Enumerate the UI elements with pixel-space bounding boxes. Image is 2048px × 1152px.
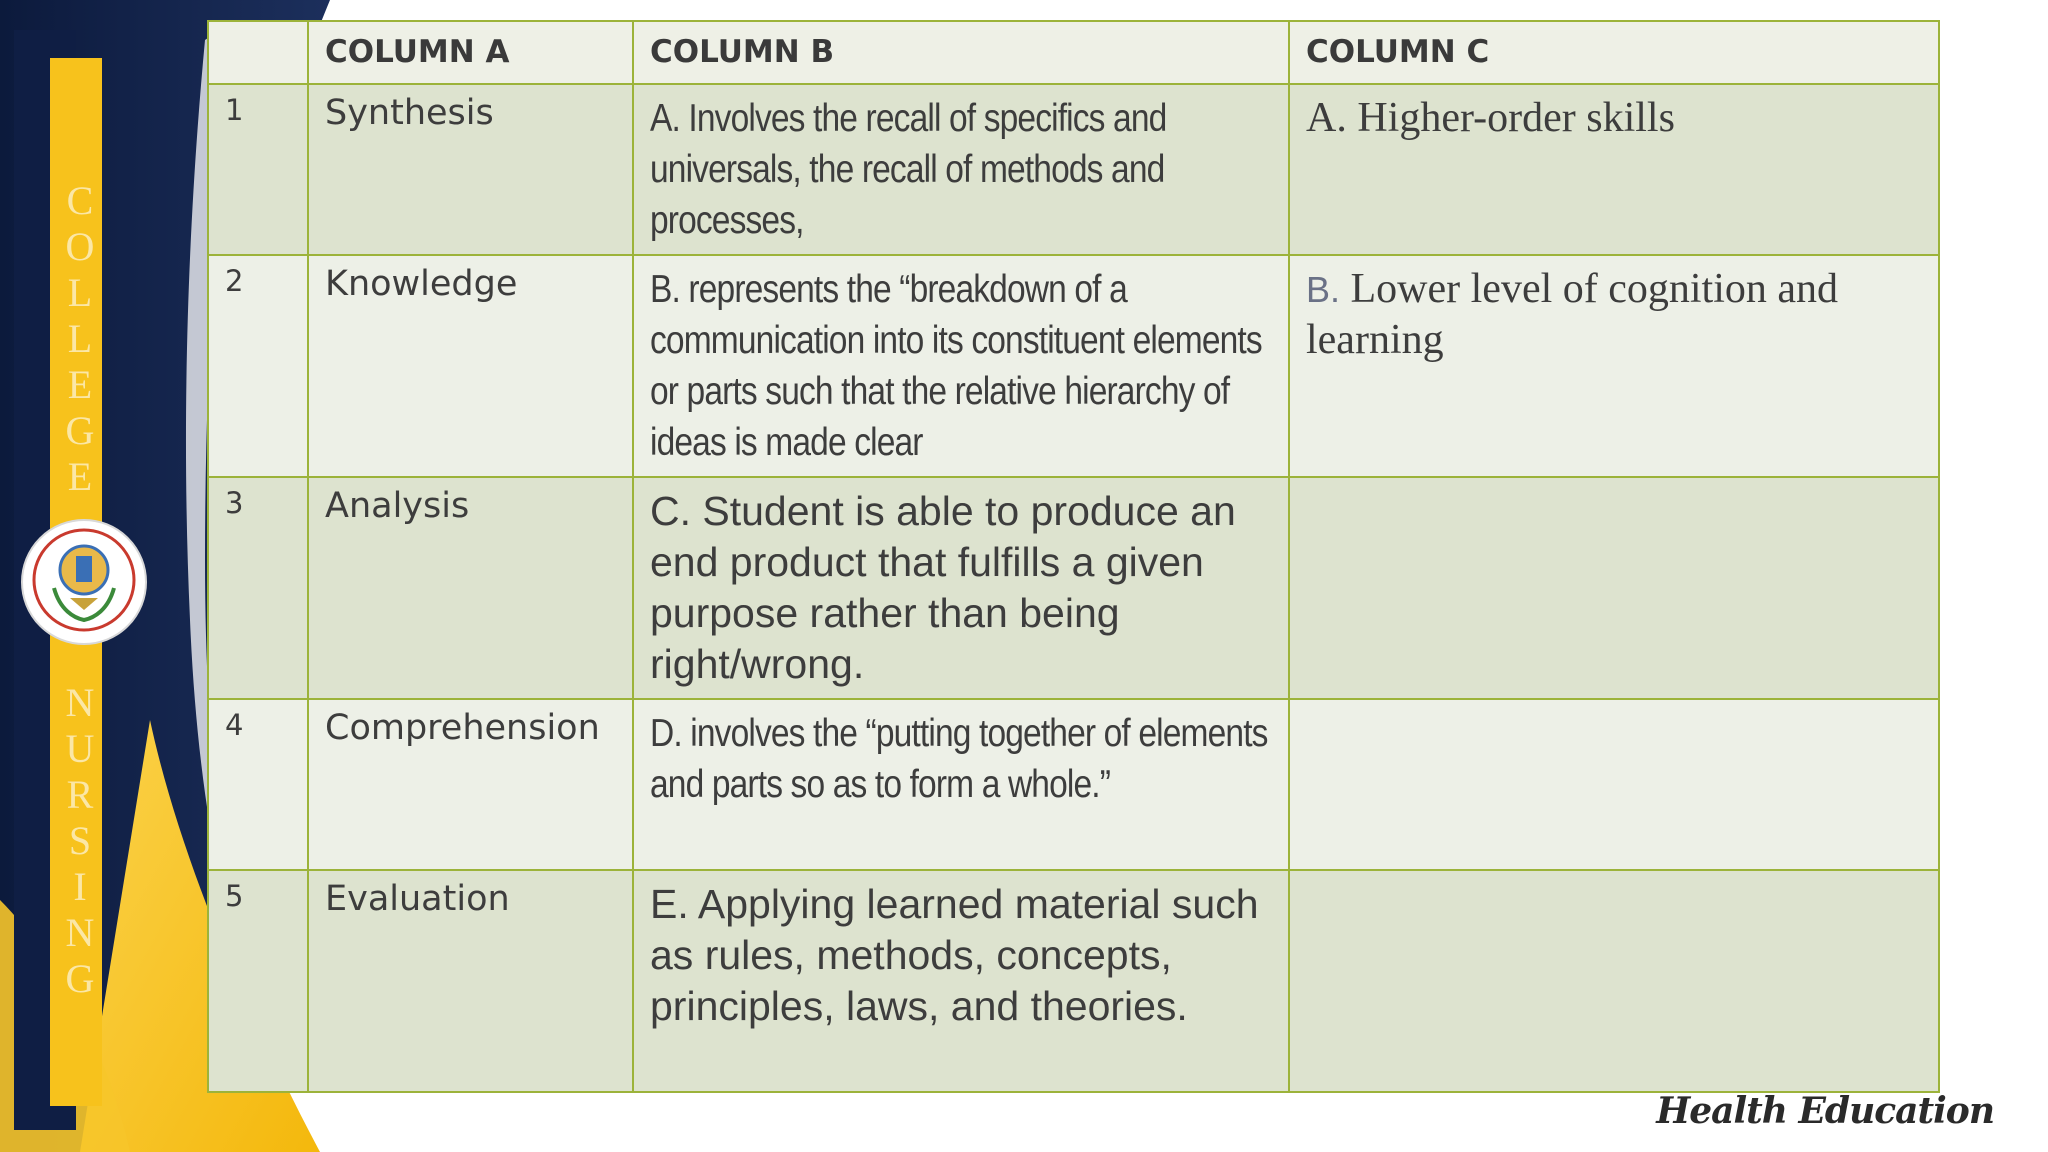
header-column-c: COLUMN C [1289,21,1939,84]
sidebar-letter: G [65,408,95,453]
row-number: 4 [208,699,308,870]
row-number: 3 [208,477,308,699]
college-seal-logo [20,518,148,646]
row-number: 5 [208,870,308,1092]
sidebar-letter: E [67,454,93,499]
column-c-choice [1289,255,1939,477]
sidebar-letter: O [65,224,95,269]
column-a-term: Synthesis [308,84,633,255]
table-row [208,477,1939,699]
column-c-prefix: B. [1306,269,1341,310]
column-a-term: Knowledge [308,255,633,477]
column-b-description [633,84,1289,255]
row-number: 2 [208,255,308,477]
row-number: 1 [208,84,308,255]
column-b-text: A. Involves the recall of specifics and universals, the recall of methods and processes, [650,97,1167,242]
sidebar-nursing-text [56,680,104,1002]
sidebar-letter: S [68,818,92,863]
sidebar-letter: U [65,726,95,771]
column-b-description: C. Student is able to produce an end product that fulfills a given purpose rather than being right/wrong. [633,477,1289,699]
column-b-description [633,255,1289,477]
column-c-choice [1289,699,1939,870]
table-header-row [208,21,1939,84]
column-c-text: A. Higher-order skills [1306,95,1675,141]
column-a-term: Evaluation [308,870,633,1092]
header-column-a: COLUMN A [308,21,633,84]
table-row [208,699,1939,870]
sidebar-letter: R [66,772,94,817]
table-row [208,84,1939,255]
sidebar-letter: N [65,680,95,725]
sidebar-college-text [56,178,104,500]
column-c-text: Lower level of cognition and learning [1306,266,1839,363]
sidebar-letter: N [65,910,95,955]
sidebar-letter: I [73,864,87,909]
column-c-choice [1289,870,1939,1092]
sidebar-letter: L [67,270,93,315]
column-a-term: Comprehension [308,699,633,870]
matching-type-table [207,20,1940,1093]
sidebar-letter: L [67,316,93,361]
column-b-description [633,699,1289,870]
sidebar-letter: C [66,178,94,223]
column-b-text: B. represents the “breakdown of a communication into its constituent elements or parts such that the relative hierarchy of ideas is made clear [650,268,1262,464]
column-a-term: Analysis [308,477,633,699]
sidebar-letter: G [65,956,95,1001]
table-row [208,255,1939,477]
health-education-logo: Health Education [1656,1090,1994,1132]
column-b-text: D. involves the “putting together of elements and parts so as to form a whole.” [650,712,1268,806]
header-column-b: COLUMN B [633,21,1289,84]
column-c-choice [1289,84,1939,255]
header-number [208,21,308,84]
column-b-description: E. Applying learned material such as rules, methods, concepts, principles, laws, and theories. [633,870,1289,1092]
sidebar-letter: E [67,362,93,407]
column-c-choice [1289,477,1939,699]
table-row [208,870,1939,1092]
